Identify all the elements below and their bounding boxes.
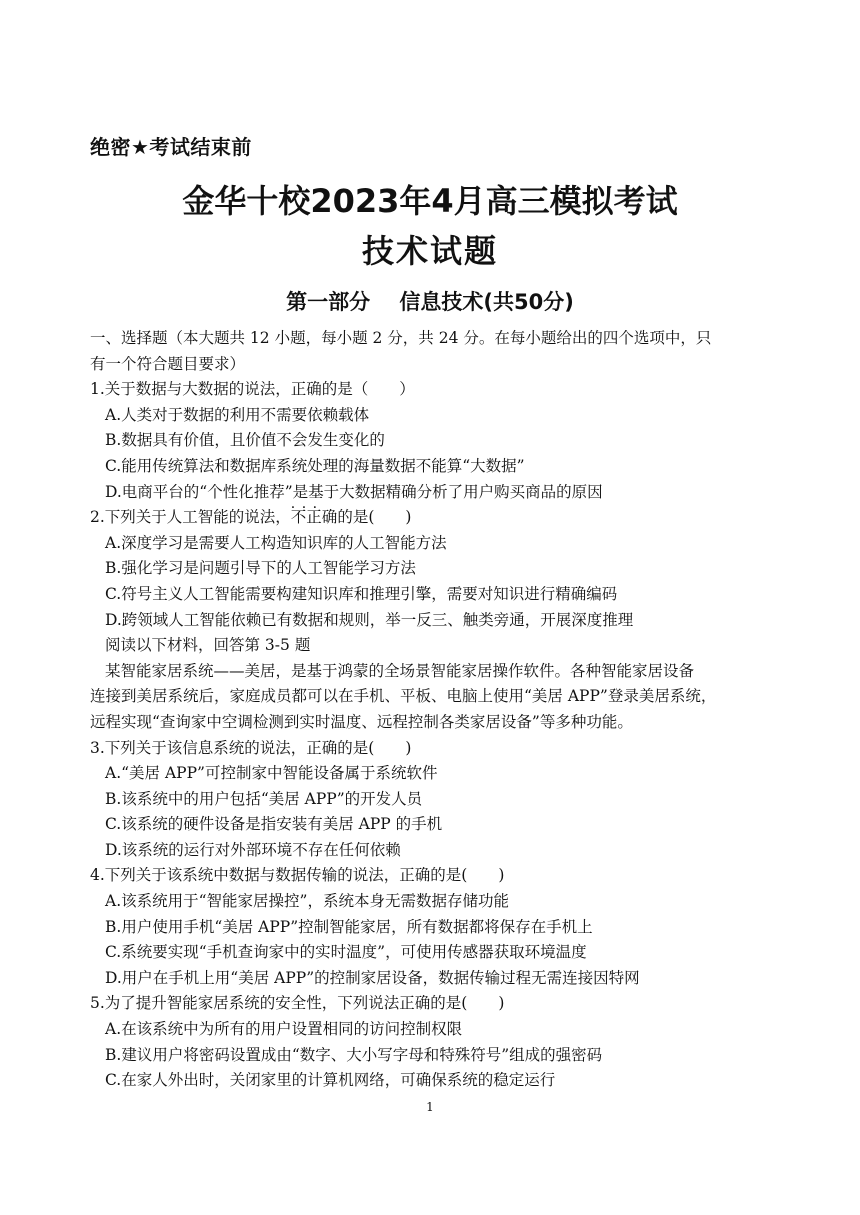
question-2-option-c: C.符号主义人工智能需要构建知识库和推理引擎，需要对知识进行精确编码 <box>105 584 618 603</box>
material-paragraph-line3: 远程实现“查询家中空调检测到实时温度、远程控制各类家居设备”等多种功能。 <box>90 712 633 731</box>
question-5-option-c: C.在家人外出时，关闭家里的计算机网络，可确保系统的稳定运行 <box>105 1071 556 1090</box>
exam-title: 金华十校2023年4月高三模拟考试 <box>182 182 678 220</box>
question-3-stem: 3.下列关于该信息系统的说法，正确的是( ) <box>90 738 412 757</box>
question-5-option-a: A.在该系统中为所有的用户设置相同的访问控制权限 <box>105 1020 463 1039</box>
material-intro: 阅读以下材料，回答第 3-5 题 <box>105 636 311 655</box>
question-2-option-b: B.强化学习是问题引导下的人工智能学习方法 <box>105 559 416 578</box>
question-3-option-c: C.该系统的硬件设备是指安装有美居 APP 的手机 <box>105 815 443 834</box>
question-3-option-b: B.该系统中的用户包括“美居 APP”的开发人员 <box>105 789 423 808</box>
part-heading: 第一部分 信息技术(共50分) <box>286 290 574 314</box>
exam-subject: 技术试题 <box>361 232 498 270</box>
section-instruction-cont: 有一个符合题目要求） <box>90 354 246 373</box>
question-2-stem <box>90 505 790 531</box>
question-3-option-a: A.“美居 APP”可控制家中智能设备属于系统软件 <box>105 764 438 783</box>
question-2-stem-post: 的是( ) <box>337 508 412 527</box>
question-4-option-a: A.该系统用于“智能家居操控”，系统本身无需数据存储功能 <box>105 892 509 911</box>
page-number: 1 <box>426 1100 434 1114</box>
question-3-option-d: D.该系统的运行对外部环境不存在任何依赖 <box>105 840 401 859</box>
material-paragraph-line1: 某智能家居系统——美居，是基于鸿蒙的全场景智能家居操作软件。各种智能家居设备 <box>105 661 695 680</box>
confidential-label: 绝密★考试结束前 <box>90 135 252 159</box>
question-2-option-d: D.跨领域人工智能依赖已有数据和规则，举一反三、触类旁通，开展深度推理 <box>105 610 634 629</box>
question-2-option-a: A.深度学习是需要人工构造知识库的人工智能方法 <box>105 533 447 552</box>
question-1-option-c: C.能用传统算法和数据库系统处理的海量数据不能算“大数据” <box>105 456 525 475</box>
section-instruction: 一、选择题（本大题共 12 小题，每小题 2 分，共 24 分。在每小题给出的四个选项中，只 <box>90 329 712 347</box>
question-4-option-b: B.用户使用手机“美居 APP”控制智能家居，所有数据都将保存在手机上 <box>105 917 593 936</box>
question-4-option-c: C.系统要实现“手机查询家中的实时温度”，可使用传感器获取环境温度 <box>105 943 587 962</box>
question-1-option-a: A.人类对于数据的利用不需要依赖载体 <box>105 405 370 424</box>
material-paragraph-line2: 连接到美居系统后，家庭成员都可以在手机、平板、电脑上使用“美居 APP”登录美居系统， <box>90 687 717 706</box>
question-4-stem: 4.下列关于该系统中数据与数据传输的说法，正确的是( ) <box>90 866 505 885</box>
question-1-stem: 1.关于数据与大数据的说法，正确的是（ ） <box>90 380 415 399</box>
question-5-stem: 5.为了提升智能家居系统的安全性，下列说法正确的是( ) <box>90 994 505 1013</box>
question-1-option-b: B.数据具有价值，且价值不会发生变化的 <box>105 431 385 450</box>
question-1-option-d: D.电商平台的“个性化推荐”是基于大数据精确分析了用户购买商品的原因 <box>105 482 603 501</box>
question-5-option-b: B.建议用户将密码设置成由“数字、大小写字母和特殊符号”组成的强密码 <box>105 1045 603 1064</box>
question-2-stem-pre: 2.下列关于人工智能的说法， <box>90 508 291 527</box>
question-4-option-d: D.用户在手机上用“美居 APP”的控制家居设备，数据传输过程无需连接因特网 <box>105 968 640 987</box>
question-body <box>90 326 790 1094</box>
question-2-emphasis: 不正确 · · · <box>291 505 338 531</box>
